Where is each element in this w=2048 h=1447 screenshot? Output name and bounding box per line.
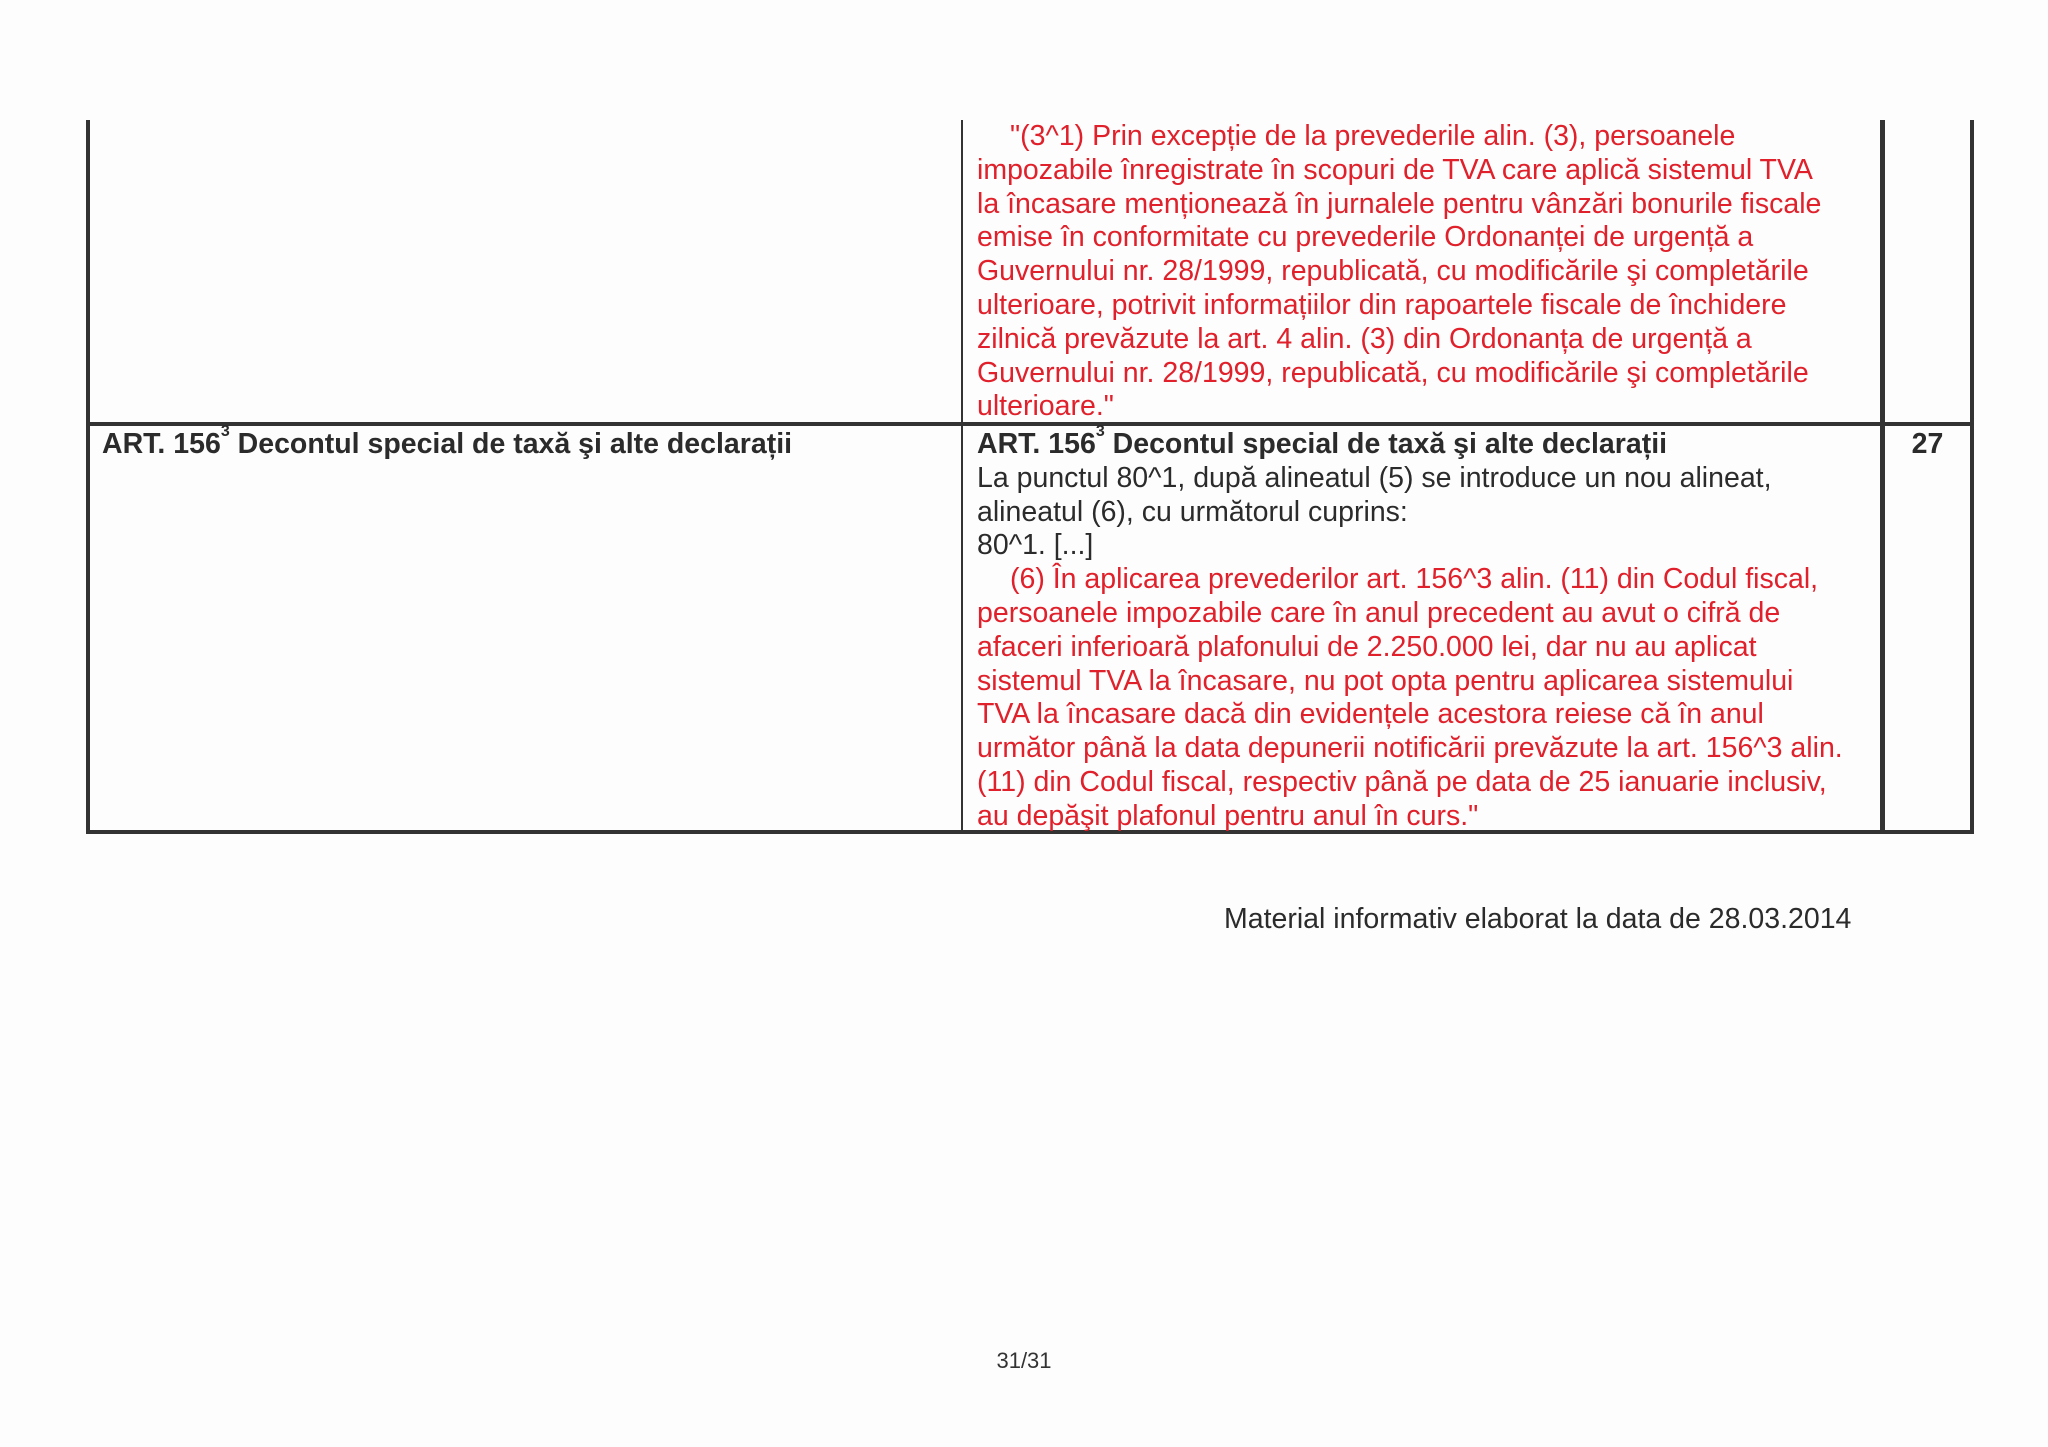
text-line: Guvernului nr. 28/1999, republicată, cu modificările şi completările — [977, 356, 1809, 389]
article-number: ART. 156 — [102, 428, 221, 460]
text-line: impozabile înregistrate în scopuri de TVA care aplică sistemul TVA — [977, 153, 1813, 186]
text-line: au depăşit plafonul pentru anul în curs." — [977, 799, 1479, 832]
row2-amendment-cell — [977, 423, 1872, 834]
article-number: ART. 156 — [977, 428, 1096, 460]
table-left-border — [86, 120, 90, 834]
row1-amendment-text — [977, 120, 1872, 424]
text-line: următor până la data depunerii notificării prevăzute la art. 156^3 alin. — [977, 732, 1843, 765]
column-divider-1 — [961, 120, 963, 834]
text-line: emise în conformitate cu prevederile Ordonanței de urgență a — [977, 221, 1754, 254]
article-superscript: 3 — [1095, 423, 1105, 440]
text-line: ulterioare." — [977, 390, 1114, 423]
text-line: (6) În aplicarea prevederilor art. 156^3 alin. (11) din Codul fiscal, — [1010, 563, 1819, 596]
text-line: La punctul 80^1, după alineatul (5) se introduce un nou alineat, — [977, 461, 1772, 494]
row2-original-article-heading — [102, 423, 952, 462]
text-line: zilnică prevăzute la art. 4 alin. (3) din Ordonanța de urgență a — [977, 322, 1752, 355]
text-line: persoanele impozabile care în anul precedent au avut o cifră de — [977, 596, 1781, 629]
table-right-border — [1970, 120, 1974, 834]
text-line: "(3^1) Prin excepție de la prevederile alin. (3), persoanele — [1010, 120, 1736, 152]
footer-note: Material informativ elaborat la data de 28.03.2014 — [1224, 903, 1852, 935]
article-title: Decontul special de taxă şi alte declarații — [1104, 428, 1668, 460]
row2-page-reference: 27 — [1911, 428, 1944, 460]
text-line: alineatul (6), cu următorul cuprins: — [977, 495, 1408, 528]
text-line: la încasare menționează în jurnalele pentru vânzări bonurile fiscale — [977, 187, 1822, 220]
text-line: TVA la încasare dacă din evidențele acestora reiese că în anul — [977, 698, 1764, 731]
column-divider-2 — [1880, 120, 1885, 834]
amendment-article-heading — [977, 423, 1872, 462]
text-line: ulterioare, potrivit informațiilor din rapoartele fiscale de închidere — [977, 288, 1787, 321]
text-line: (11) din Codul fiscal, respectiv până pe data de 25 ianuarie inclusiv, — [977, 765, 1827, 798]
amendment-red-text — [977, 563, 1872, 833]
text-line: sistemul TVA la încasare, nu pot opta pentru aplicarea sistemului — [977, 664, 1794, 697]
text-line: Guvernului nr. 28/1999, republicată, cu modificările şi completările — [977, 255, 1809, 288]
text-line: afaceri inferioară plafonului de 2.250.000 lei, dar nu au aplicat — [977, 630, 1757, 663]
text-line: 80^1. [...] — [977, 529, 1094, 562]
page-number: 31/31 — [996, 1348, 1052, 1373]
article-title: Decontul special de taxă şi alte declarații — [229, 428, 793, 460]
article-superscript: 3 — [220, 423, 230, 440]
